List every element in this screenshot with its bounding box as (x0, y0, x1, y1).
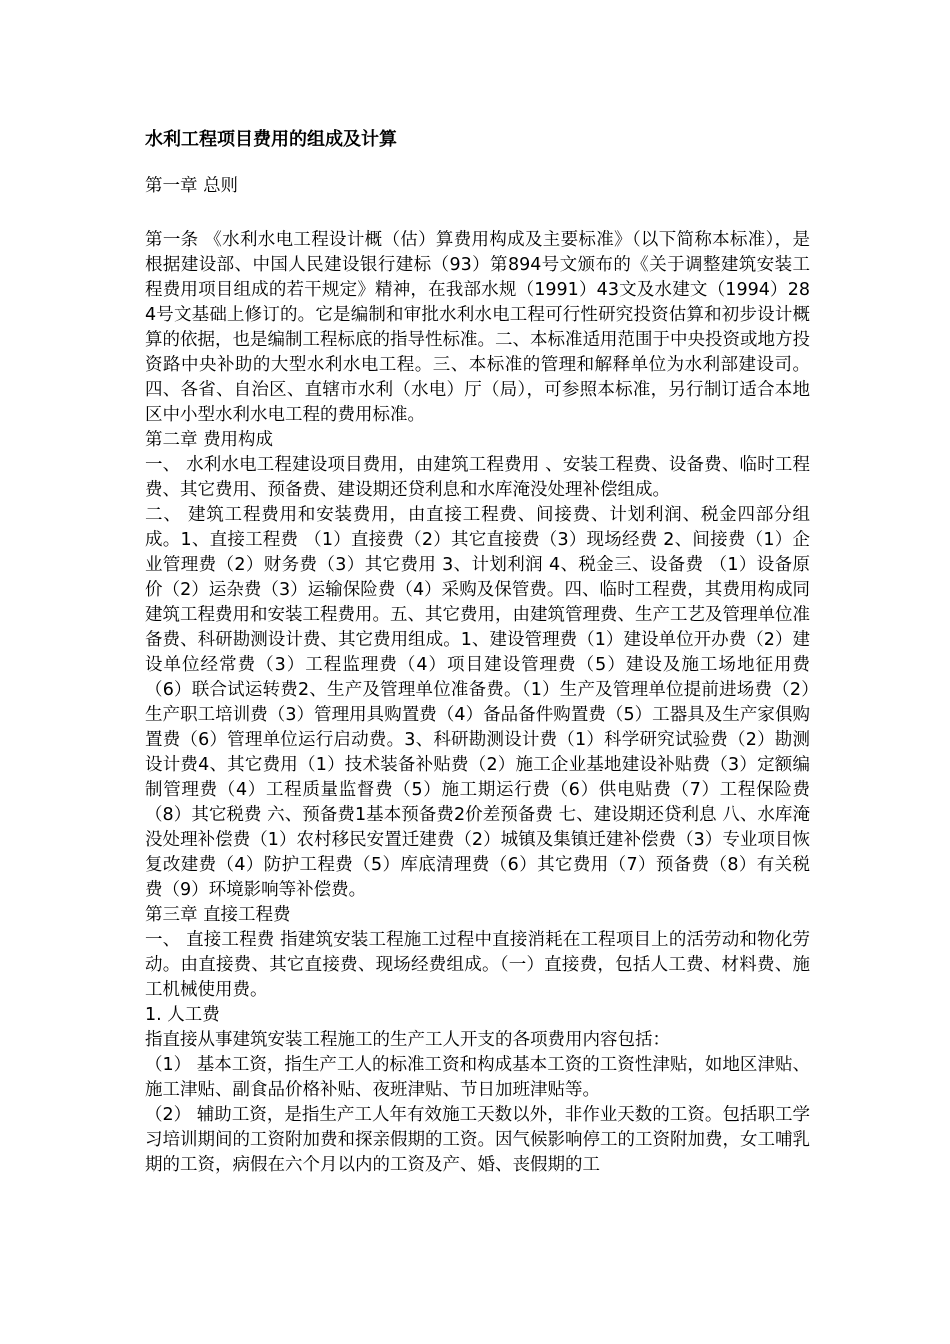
paragraph-project-cost: 一、 水利水电工程建设项目费用，由建筑工程费用 、安装工程费、设备费、临时工程费、其它费用、预备费、建设期还贷利息和水库淹没处理补偿组成。 (145, 455, 810, 500)
document-body (145, 126, 810, 1178)
chapter-two-heading: 第二章 费用构成 (145, 430, 274, 450)
paragraph-auxiliary-wage: （2） 辅助工资，是指生产工人年有效施工天数以外，非作业天数的工资。包括职工学习培训期间的工资附加费和探亲假期的工资。因气候影响停工的工资附加费，女工哺乳期的工资，病假在六个月以内的工资及产、婚、丧假期的工 (145, 1105, 810, 1175)
paragraph-cost-composition: 二、 建筑工程费用和安装费用，由直接工程费、间接费、计划利润、税金四部分组成。1、直接工程费 （1）直接费（2）其它直接费（3）现场经费 2、间接费（1）企业管理费（2）财务费（3）其它费用 3、计划利润 4、税金三、设备费 （1）设备原价（2）运杂费（3）运输保险费（4）采购及保管费。四、临时工程费，其费用构成同建筑工程费用和安装工程费用。五、其它费用，由建筑管理费、生产工艺及管理单位准备费、科研勘测设计费、其它费用组成。1、建设管理费（1）建设单位开办费（2）建设单位经常费（3）工程监理费（4）项目建设管理费（5）建设及施工场地征用费（6）联合试运转费2、生产及管理单位准备费。（1）生产及管理单位提前进场费（2）生产职工培训费（3）管理用具购置费（4）备品备件购置费（5）工器具及生产家俱购置费（6）管理单位运行启动费。3、科研勘测设计费（1）科学研究试验费（2）勘测设计费4、其它费用（1）技术装备补贴费（2）施工企业基地建设补贴费（3）定额编制管理费（4）工程质量监督费（5）施工期运行费（6）供电贴费（7）工程保险费（8）其它税费 六、预备费1基本预备费2价差预备费 七、建设期还贷利息 八、水库淹没处理补偿费（1）农村移民安置迁建费（2）城镇及集镇迁建补偿费（3）专业项目恢复改建费（4）防护工程费（5）库底清理费（6）其它费用（7）预备费（8）有关税费（9）环境影响等补偿费。 (145, 505, 810, 900)
section-labor-cost-heading: 1. 人工费 (145, 1005, 220, 1025)
paragraph-direct-engineering-cost: 一、 直接工程费 指建筑安装工程施工过程中直接消耗在工程项目上的活劳动和物化劳动。由直接费、其它直接费、现场经费组成。（一）直接费，包括人工费、材料费、施工机械使用费。 (145, 930, 810, 1000)
paragraph-labor-cost-definition: 指直接从事建筑安装工程施工的生产工人开支的各项费用内容包括： (145, 1030, 670, 1050)
chapter-one-heading: 第一章 总则 (145, 176, 239, 196)
paragraph-article-one: 第一条 《水利水电工程设计概（估）算费用构成及主要标准》（以下简称本标准），是根据建设部、中国人民建设银行建标（93）第894号文颁布的《关于调整建筑安装工程费用项目组成的若干规定》精神，在我部水规（1991）43文及水建文（1994）284号文基础上修订的。它是编制和审批水利水电工程可行性研究投资估算和初步设计概算的依据，也是编制工程标底的指导性标准。二、本标准适用范围于中央投资或地方投资路中央补助的大型水利水电工程。三、本标准的管理和解释单位为水利部建设司。四、各省、自治区、直辖市水利（水电）厅（局），可参照本标准，另行制订适合本地区中小型水利水电工程的费用标准。 (145, 230, 810, 425)
document-title: 水利工程项目费用的组成及计算 (145, 129, 397, 150)
chapter-three-heading: 第三章 直接工程费 (145, 905, 291, 925)
paragraph-basic-wage: （1） 基本工资，指生产工人的标准工资和构成基本工资的工资性津贴，如地区津贴、施工津贴、副食品价格补贴、夜班津贴、节日加班津贴等。 (145, 1055, 810, 1100)
